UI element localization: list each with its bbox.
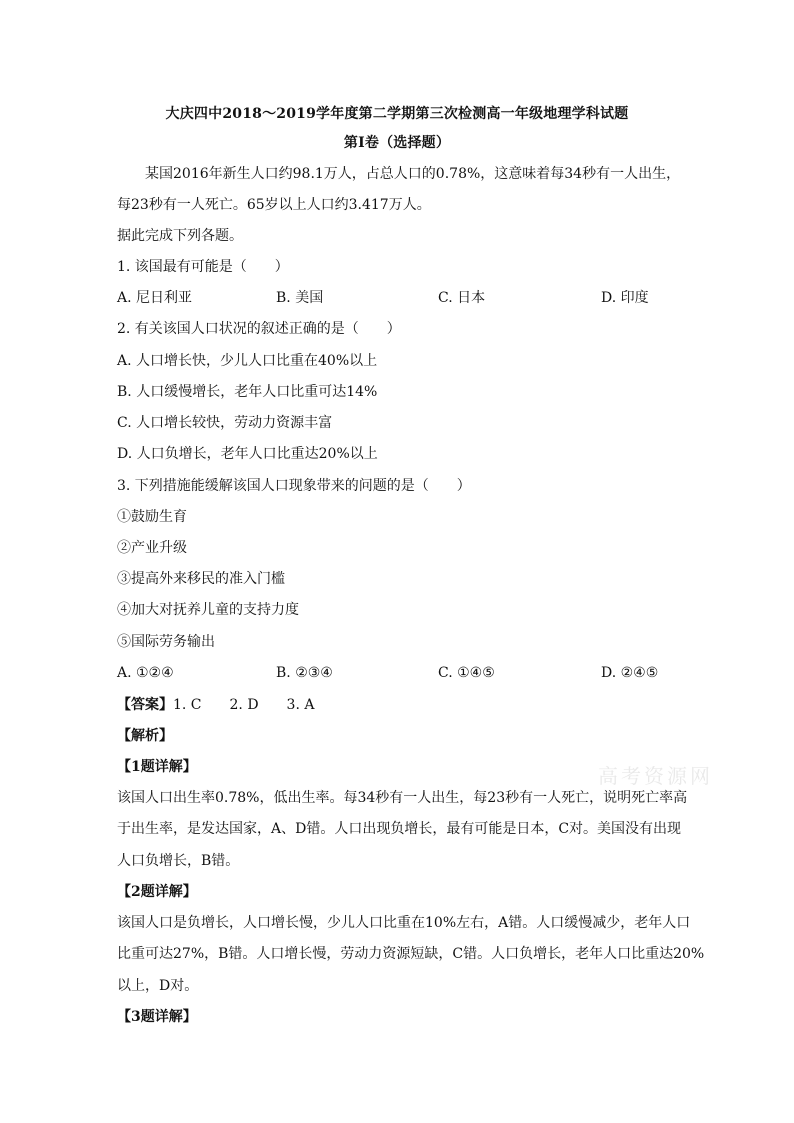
- answer-line: [117, 696, 314, 714]
- detail-3-label: 【3题详解】: [117, 1009, 197, 1025]
- q3-item-3: ③提高外来移民的准入门槛: [117, 571, 285, 587]
- detail-1-line-2: 于出生率，是发达国家，A、D错。人口出现负增长，最有可能是日本，C对。美国没有出现: [117, 821, 682, 837]
- document-title: 大庆四中2018～2019学年度第二学期第三次检测高一年级地理学科试题: [165, 106, 629, 122]
- q3-item-2: ②产业升级: [117, 540, 187, 556]
- answer-text: 1. C 2. D 3. A: [173, 697, 315, 713]
- q3-item-4: ④加大对抚养儿童的支持力度: [117, 602, 299, 618]
- detail-2-line-3: 以上，D对。: [117, 978, 199, 994]
- q2-option-b: B. 人口缓慢增长，老年人口比重可达14%: [117, 384, 378, 400]
- question-3-stem: 3. 下列措施能缓解该国人口现象带来的问题的是（ ）: [117, 478, 471, 494]
- q1-option-d: D. 印度: [601, 290, 649, 306]
- q2-option-a: A. 人口增长快，少儿人口比重在40%以上: [117, 353, 378, 369]
- detail-1-label: 【1题详解】: [117, 759, 197, 775]
- q2-option-c: C. 人口增长较快，劳动力资源丰富: [117, 415, 333, 431]
- material-instruction: 据此完成下列各题。: [117, 228, 243, 244]
- material-line-1: 某国2016年新生人口约98.1万人，占总人口的0.78%，这意味着每34秒有一人出生，: [145, 166, 681, 182]
- analysis-label: 【解析】: [117, 728, 173, 744]
- detail-2-line-1: 该国人口是负增长，人口增长慢，少儿人口比重在10%左右，A错。人口缓慢减少，老年人口: [117, 915, 691, 931]
- q3-option-c: C. ①④⑤: [438, 665, 495, 681]
- detail-2-line-2: 比重可达27%，B错。人口增长慢，劳动力资源短缺，C错。人口负增长，老年人口比重达20%: [117, 946, 705, 962]
- detail-1-line-3: 人口负增长，B错。: [117, 853, 240, 869]
- detail-1-line-1: 该国人口出生率0.78%，低出生率。每34秒有一人出生，每23秒有一人死亡，说明死亡率高: [117, 790, 688, 806]
- q1-option-c: C. 日本: [438, 290, 486, 306]
- q3-item-1: ①鼓励生育: [117, 509, 187, 525]
- answer-label: 【答案】: [117, 697, 173, 713]
- section-title: 第Ⅰ卷（选择题）: [343, 135, 451, 151]
- question-2-stem: 2. 有关该国人口状况的叙述正确的是（ ）: [117, 321, 401, 337]
- q3-option-a: A. ①②④: [117, 665, 174, 681]
- watermark: 高考资源网: [598, 764, 713, 788]
- q3-option-d: D. ②④⑤: [601, 665, 659, 681]
- material-line-2: 每23秒有一人死亡。65岁以上人口约3.417万人。: [117, 197, 431, 213]
- q1-option-a: A. 尼日利亚: [117, 290, 193, 306]
- detail-2-label: 【2题详解】: [117, 884, 197, 900]
- q3-item-5: ⑤国际劳务输出: [117, 634, 215, 650]
- q2-option-d: D. 人口负增长，老年人口比重达20%以上: [117, 446, 378, 462]
- question-1-stem: 1. 该国最有可能是（ ）: [117, 259, 289, 275]
- q1-option-b: B. 美国: [276, 290, 324, 306]
- q3-option-b: B. ②③④: [276, 665, 333, 681]
